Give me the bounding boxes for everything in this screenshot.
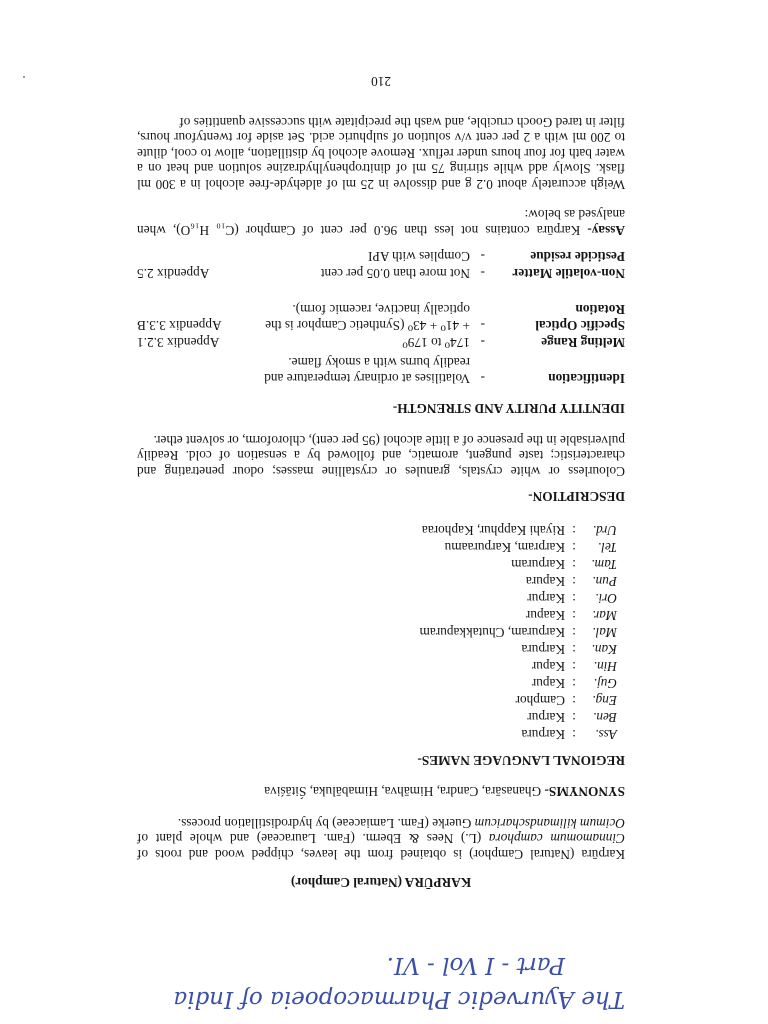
assay-label: Assay- (587, 223, 625, 238)
description-heading: DESCRIPTION- (528, 489, 625, 504)
synonyms-label: SYNONYMS- (544, 784, 625, 799)
language-row: Eng.:Camphor (515, 693, 617, 708)
identity-heading: IDENTITY PURITY AND STRENGTH- (392, 401, 625, 416)
language-row: Mar.:Kaapur (525, 608, 617, 623)
species-name: Ocimum kilimandscharicum (474, 816, 625, 831)
scan-speck (23, 76, 25, 78)
language-row: Ori.:Karpur (527, 591, 617, 606)
language-row: Pun.:Kapura (525, 574, 617, 589)
assay-method-paragraph: Weigh accurately about 0.2 g and dissolve in 25 ml of aldehyde-free alcohol in a 300 ml flask. Slowly add while stirring 75 ml of dinitrophenylhydrazine solution and heat on a water bath for four hours under reflux. Remove alcohol by distillation, allow to cool, dilute to 200 ml with a 2 per cent v/v solution of sulphuric acid. Set aside for twentyfour hours, filter in tared Gooch crucible, and wash the precipitate with successive quantities of (137, 115, 625, 192)
synonyms-line: SYNONYMS- Ghanasāra, Candra, Himāhva, Himabāluka, Śitāśiva (264, 784, 625, 799)
description-paragraph: Colourless or white crystals, granules or crystalline masses; odour penetrating and characteristic; taste pungent, aromatic, and followed by a sensation of cold. Readily pulverisable in the presence of a little alcohol (95 per cent), chloroform, or solvent ether. (137, 433, 625, 479)
language-row: Urd.:Riyahi Kapphur, Kaphoraa (421, 523, 617, 538)
document-page: The Ayurvedic Pharmacopoeia of India Part - I Vol - VI. KARPŪRA (Natural Camphor) Karpūra (Natural Camphor) is obtained from the leaves, chipped wood and roots of Cinnamomum camphora (L.) Nees & Eberm. (Fam. Lauraceae) and whole plant of Ocimum kilimandscharicum Guerke (Fam. Lamiaceae) by hydrodistillation process. SYNONYMS- Ghanasāra, Candra, Himāhva, Himabāluka, Śitāśiva REGIONAL LANGUAGE NAMES- Ass.:Karpura Ben.:Karpur Eng.:Camphor Guj.:Kapur Hin.:Kapur Kan.:Karpura Mal.:Karpuram, Chutakkapuram Mar.:Kaapur Ori.:Karpur Pun.:Kapura Tam.:Karpuram Tel.:Karpram, Karpuraamu Urd.:Riyahi Kapphur, Kaphoraa DESCRIPTION- Colourless or white crystals, granules or crystalline masses; odour penetrating and characteristic; taste pungent, aromatic, and followed by a sensation of cold. Readily pulverisable in the presence of a little alcohol (95 per cent), chloroform, or solvent ether. IDENTITY PURITY AND STRENGTH- Identification - Volatilises at ordinary temperature and readily burns with a smoky flame. Melting Range - 174⁰ to 179⁰ Appendix 3.2.1 Specific Optical Rotation - + 41⁰ + 43⁰ (Synthetic Camphor is the optically inactive, racemic form). Appendix 3.3.B Non-volatile Matter - Not more than 0.05 per cent Appendix 2.5 Pesticide residue - Complies with API Assay- Karpūra contains not less than 96.0 per cent of Camphor (C₁₀ H₁₆O), when analysed as below: Weigh accurately about 0.2 g and dissolve in 25 ml of aldehyde-free alcohol in a 300 ml flask. Slowly add while stirring 75 ml of dinitrophenylhydrazine solution and heat on a water bath for four hours under reflux. Remove alcohol by distillation, allow to cool, dilute to 200 ml with a 2 per cent v/v solution of sulphuric acid. Set aside for twentyfour hours, filter in tared Gooch crucible, and wash the precipitate with successive quantities of 210 (0, 0, 768, 1024)
language-row: Guj.:Kapur (531, 676, 617, 691)
assay-paragraph: Assay- Karpūra contains not less than 96.0 per cent of Camphor (C₁₀ H₁₆O), when analysed as below: (137, 207, 625, 238)
monograph-title: KARPŪRA (Natural Camphor) (290, 875, 472, 890)
language-row: Mal.:Karpuram, Chutakkapuram (419, 625, 617, 640)
language-row: Kan.:Karpura (521, 642, 617, 657)
handwritten-note-line2: Part - I Vol - VI. (386, 952, 565, 978)
page-number: 210 (371, 74, 391, 89)
regional-names-heading: REGIONAL LANGUAGE NAMES- (417, 753, 625, 768)
species-name: Cinnamomum camphora (488, 831, 625, 847)
language-row: Tel.:Karpram, Karpuraamu (444, 540, 617, 555)
language-row: Hin.:Kapur (531, 659, 617, 674)
language-row: Ass.:Karpura (521, 727, 617, 742)
language-row: Ben.:Karpur (527, 710, 617, 725)
intro-paragraph: Karpūra (Natural Camphor) is obtained from the leaves, chipped wood and roots of Cinnamomum camphora (L.) Nees & Eberm. (Fam. Lauraceae) and whole plant of Ocimum kilimandscharicum Guerke (Fam. Lamiaceae) by hydrodistillation process. (136, 816, 625, 862)
language-row: Tam.:Karpuram (511, 557, 617, 572)
handwritten-note-line1: The Ayurvedic Pharmacopoeia of India (173, 986, 625, 1012)
